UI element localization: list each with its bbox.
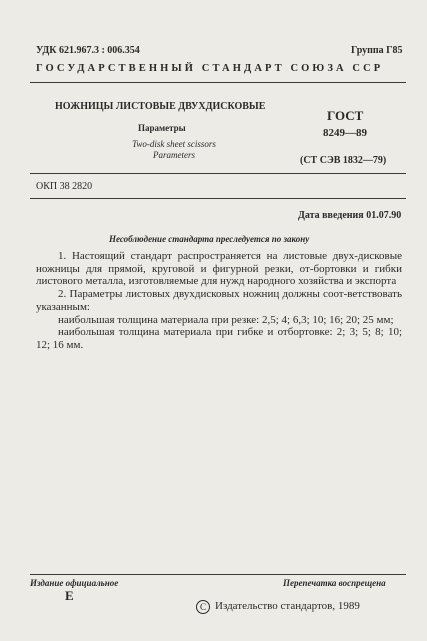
- group-code: Группа Г85: [351, 45, 403, 56]
- english-title-line-2: Parameters: [153, 150, 195, 160]
- copyright-text: Издательство стандартов, 1989: [215, 600, 360, 612]
- paragraph-parameters: 2. Параметры листовых двухдисковых ножниц должны соот-ветствовать указанным:: [36, 288, 402, 313]
- bending-thickness-item: наибольшая толщина материала при гибке и отбортовке: 2; 3; 5; 8; 10; 12; 16 мм.: [36, 326, 402, 351]
- footer-divider: [30, 574, 406, 575]
- law-notice: Несоблюдение стандарта преследуется по закону: [109, 234, 310, 244]
- document-title: НОЖНИЦЫ ЛИСТОВЫЕ ДВУХДИСКОВЫЕ: [55, 101, 266, 112]
- english-title-line-1: Two-disk sheet scissors: [132, 139, 216, 149]
- paragraph-scope: 1. Настоящий стандарт распространяется на листовые двух-дисковые ножницы для прямой, круговой и фигурной резки, от-бортовки и гибки листового металла, изготовляемые для нужд народного хозяйства и экспорта: [36, 250, 402, 288]
- okp-divider: [30, 198, 406, 199]
- okp-code: ОКП 38 2820: [36, 181, 93, 192]
- official-edition: Издание официальное: [30, 578, 119, 588]
- cutting-thickness-item: наибольшая толщина материала при резке: 2,5; 4; 6,3; 10; 16; 20; 25 мм;: [58, 313, 394, 326]
- gost-number: 8249—89: [323, 127, 367, 139]
- udk-code: УДК 621.967.3 : 006.354: [36, 45, 140, 56]
- main-text: [36, 250, 402, 352]
- title-divider: [30, 173, 406, 174]
- copyright-notice: [196, 600, 360, 614]
- reprint-prohibited: Перепечатка воспрещена: [283, 578, 386, 588]
- copyright-icon: С: [196, 600, 210, 614]
- edition-letter: Е: [65, 588, 74, 603]
- cmea-reference: (СТ СЭВ 1832—79): [300, 155, 387, 166]
- state-standard-title: ГОСУДАРСТВЕННЫЙ СТАНДАРТ СОЮЗА ССР: [36, 63, 384, 74]
- gost-label: ГОСТ: [327, 108, 364, 123]
- date-of-introduction: Дата введения 01.07.90: [298, 210, 402, 221]
- header-divider: [30, 82, 406, 83]
- subtitle-parameters: Параметры: [138, 123, 186, 133]
- english-title: [109, 139, 239, 161]
